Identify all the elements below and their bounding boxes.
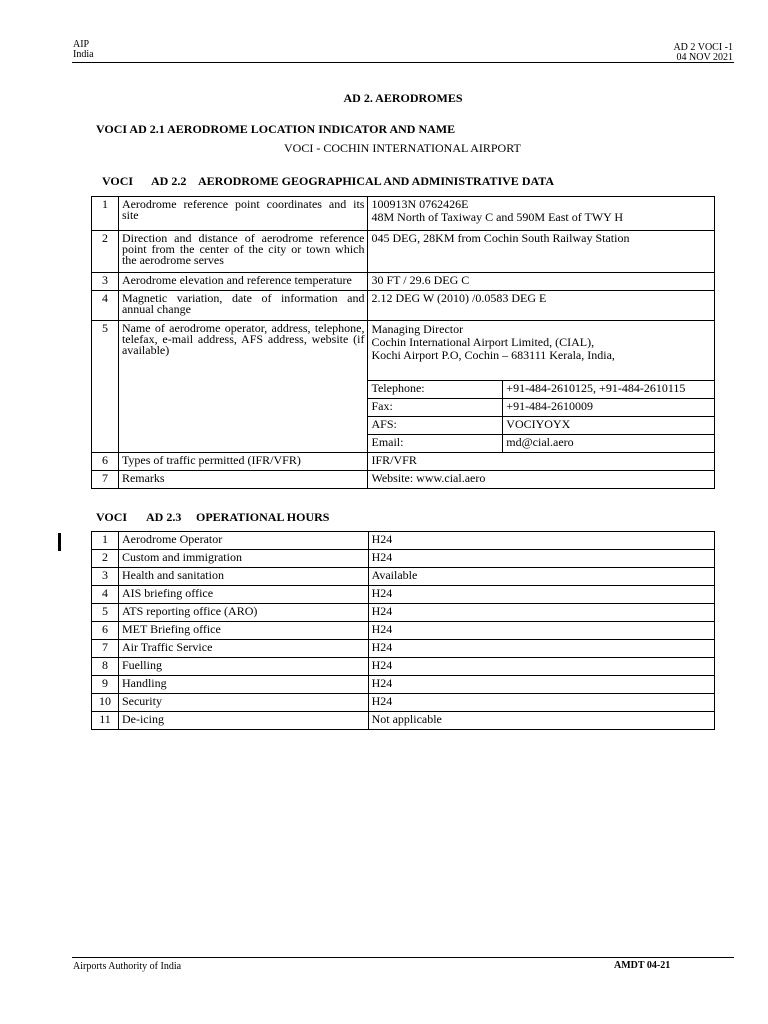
contact-label: Telephone: [368,381,503,399]
ad22-heading [102,174,555,189]
row-number: 2 [92,231,119,273]
contact-value: md@cial.aero [503,435,715,453]
table-row [92,604,715,622]
operator-company: Cochin International Airport Limited, (CIAL), [371,335,595,349]
row-number: 1 [92,197,119,231]
row-number: 4 [92,586,119,604]
row-value: Not applicable [368,712,714,730]
row-label: Remarks [118,471,368,489]
table-row [92,453,715,471]
change-bar [58,533,61,551]
table-row [92,712,715,730]
contact-value: +91-484-2610125, +91-484-2610115 [503,381,715,399]
footer-left: Airports Authority of India [73,961,182,972]
ad23-code: VOCI [96,510,128,524]
contact-label: Email: [368,435,503,453]
table-row [92,694,715,712]
row-number: 5 [92,321,119,453]
row-value: Available [368,568,714,586]
row-number: 3 [92,273,119,291]
contact-value: +91-484-2610009 [503,399,715,417]
table-row [92,321,715,381]
table-row [92,471,715,489]
row-label: AIS briefing office [118,586,368,604]
contact-value: VOCIYOYX [503,417,715,435]
table-row [92,197,715,231]
table-row [92,231,715,273]
row-label: Aerodrome Operator [118,532,368,550]
row-value: H24 [368,640,714,658]
row-value: H24 [368,550,714,568]
row-label: Custom and immigration [118,550,368,568]
row-label: Air Traffic Service [118,640,368,658]
section-title: AD 2. AERODROMES [343,91,463,105]
row-number: 6 [92,622,119,640]
contact-label: Fax: [368,399,503,417]
row-number: 1 [92,532,119,550]
row-label: Name of aerodrome operator, address, telephone, telefax, e-mail address, AFS address, website (if available) [118,321,368,453]
row-label: Magnetic variation, date of information and annual change [118,291,368,321]
row-number: 5 [92,604,119,622]
ad22-code: VOCI [102,174,134,188]
ad22-number: AD 2.2 [151,174,187,188]
table-row [92,550,715,568]
row-label: Health and sanitation [118,568,368,586]
table-row [92,586,715,604]
row-number: 4 [92,291,119,321]
row-label: Handling [118,676,368,694]
table-row [92,622,715,640]
table-row [92,640,715,658]
row-value: H24 [368,532,714,550]
row-number: 9 [92,676,119,694]
table-row [92,273,715,291]
row-label: Aerodrome reference point coordinates and its site [118,197,368,231]
table-row [92,532,715,550]
row-number: 8 [92,658,119,676]
row-number: 11 [92,712,119,730]
table-row [92,291,715,321]
arp-site: 48M North of Taxiway C and 590M East of TWY H [371,210,624,224]
operator-postal: Kochi Airport P.O, Cochin – 683111 Kerala, India, [371,348,615,362]
header-aip: AIP [73,39,90,50]
header-page-ref: AD 2 VOCI -1 [673,42,733,53]
header-rule [72,62,734,63]
table-row [92,658,715,676]
row-value: IFR/VFR [368,453,715,471]
row-value: Website: www.cial.aero [368,471,715,489]
row-value: H24 [368,658,714,676]
header-date: 04 NOV 2021 [676,52,733,63]
row-value: H24 [368,604,714,622]
ad21-title: VOCI AD 2.1 AERODROME LOCATION INDICATOR AND NAME [96,122,456,136]
ad21-subtitle: VOCI - COCHIN INTERNATIONAL AIRPORT [284,141,521,155]
row-number: 7 [92,640,119,658]
row-label: Fuelling [118,658,368,676]
row-value: 2.12 DEG W (2010) /0.0583 DEG E [368,291,715,321]
row-label: Aerodrome elevation and reference temperature [118,273,368,291]
table-row [92,568,715,586]
row-label: ATS reporting office (ARO) [118,604,368,622]
row-value: 045 DEG, 28KM from Cochin South Railway Station [368,231,715,273]
ad22-title: AERODROME GEOGRAPHICAL AND ADMINISTRATIVE DATA [198,174,555,188]
row-label: De-icing [118,712,368,730]
row-value: H24 [368,586,714,604]
ad23-title: OPERATIONAL HOURS [196,510,330,524]
row-value: H24 [368,622,714,640]
table-row [92,676,715,694]
contact-label: AFS: [368,417,503,435]
row-label: Security [118,694,368,712]
row-number: 6 [92,453,119,471]
header-country: India [73,49,94,60]
row-number: 10 [92,694,119,712]
row-label: MET Briefing office [118,622,368,640]
row-label: Direction and distance of aerodrome reference point from the center of the city or town which the aerodrome serves [118,231,368,273]
row-number: 3 [92,568,119,586]
operator-title: Managing Director [371,322,464,336]
ad23-heading [96,510,330,525]
ad22-table [91,196,715,489]
row-number: 2 [92,550,119,568]
ad23-table [91,531,715,730]
header-left [73,40,94,60]
row-label: Types of traffic permitted (IFR/VFR) [118,453,368,471]
arp-coordinates: 100913N 0762426E [371,197,469,211]
row-value: H24 [368,676,714,694]
footer-right: AMDT 04-21 [614,960,671,971]
ad23-number: AD 2.3 [146,510,182,524]
footer-rule [72,957,734,958]
operator-address [368,321,715,381]
row-value [368,197,715,231]
row-value: H24 [368,694,714,712]
row-number: 7 [92,471,119,489]
header-right [673,43,733,63]
row-value: 30 FT / 29.6 DEG C [368,273,715,291]
